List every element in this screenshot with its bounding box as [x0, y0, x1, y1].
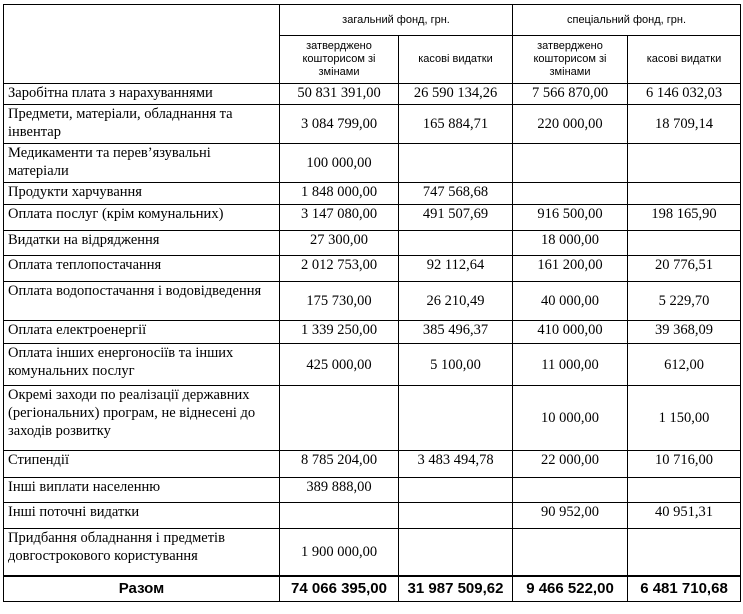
expense-label: Оплата послуг (крім комунальних) [4, 205, 280, 231]
expense-label: Придбання обладнання і предметів довгострокового користування [4, 529, 280, 576]
general-cash-value: 26 210,49 [399, 282, 513, 321]
row-label-header-cell [4, 5, 280, 84]
general-approved-value: 1 900 000,00 [280, 529, 399, 576]
total-label: Разом [4, 576, 280, 602]
special-cash-value: 39 368,09 [628, 321, 741, 344]
general-cash-value [399, 478, 513, 503]
special-cash-value: 198 165,90 [628, 205, 741, 231]
general-approved-value: 8 785 204,00 [280, 451, 399, 478]
special-approved-value: 11 000,00 [513, 344, 628, 386]
general-approved-value [280, 503, 399, 529]
special-approved-value: 90 952,00 [513, 503, 628, 529]
special-cash-value: 18 709,14 [628, 105, 741, 144]
expense-label: Оплата теплопостачання [4, 256, 280, 282]
special-approved-value: 10 000,00 [513, 386, 628, 451]
special-fund-header: спеціальний фонд, грн. [513, 5, 741, 36]
special-cash-value: 1 150,00 [628, 386, 741, 451]
general-approved-value: 27 300,00 [280, 231, 399, 256]
general-cash-value: 747 568,68 [399, 183, 513, 205]
special-cash-value [628, 183, 741, 205]
general-cash-value: 3 483 494,78 [399, 451, 513, 478]
special-approved-value [513, 478, 628, 503]
expense-label: Інші виплати населенню [4, 478, 280, 503]
table-row [4, 144, 741, 183]
special-approved-value: 40 000,00 [513, 282, 628, 321]
special-cash-value [628, 144, 741, 183]
table-row [4, 478, 741, 503]
total-general-approved: 74 066 395,00 [280, 576, 399, 602]
expense-label: Медикаменти та перев’язувальні матеріали [4, 144, 280, 183]
table-row [4, 183, 741, 205]
special-approved-value: 22 000,00 [513, 451, 628, 478]
expense-label: Оплата інших енергоносіїв та інших комунальних послуг [4, 344, 280, 386]
special-approved-value: 916 500,00 [513, 205, 628, 231]
total-general-cash: 31 987 509,62 [399, 576, 513, 602]
table-row [4, 205, 741, 231]
budget-table-body [4, 84, 741, 602]
general-approved-value: 1 848 000,00 [280, 183, 399, 205]
expense-label: Окремі заходи по реалізації державних (регіональних) програм, не віднесені до заходів розвитку [4, 386, 280, 451]
total-special-cash: 6 481 710,68 [628, 576, 741, 602]
general-cash-header: касові видатки [399, 36, 513, 84]
special-approved-value: 7 566 870,00 [513, 84, 628, 105]
special-approved-value: 18 000,00 [513, 231, 628, 256]
general-approved-value: 1 339 250,00 [280, 321, 399, 344]
expense-label: Заробітна плата з нарахуваннями [4, 84, 280, 105]
expense-label: Предмети, матеріали, обладнання та інвентар [4, 105, 280, 144]
special-approved-header: затверджено кошторисом зі змінами [513, 36, 628, 84]
expense-label: Оплата електроенергії [4, 321, 280, 344]
special-cash-value: 40 951,31 [628, 503, 741, 529]
table-row [4, 84, 741, 105]
expense-label: Продукти харчування [4, 183, 280, 205]
table-row [4, 386, 741, 451]
special-cash-value: 20 776,51 [628, 256, 741, 282]
table-row [4, 503, 741, 529]
general-cash-value [399, 386, 513, 451]
general-cash-value: 92 112,64 [399, 256, 513, 282]
special-cash-value [628, 231, 741, 256]
table-row [4, 105, 741, 144]
general-cash-value: 26 590 134,26 [399, 84, 513, 105]
general-approved-header: затверджено кошторисом зі змінами [280, 36, 399, 84]
general-approved-value: 3 084 799,00 [280, 105, 399, 144]
total-row [4, 576, 741, 602]
special-approved-value: 161 200,00 [513, 256, 628, 282]
table-row [4, 321, 741, 344]
budget-table [3, 4, 741, 602]
table-row [4, 256, 741, 282]
table-row [4, 529, 741, 576]
special-cash-value: 6 146 032,03 [628, 84, 741, 105]
general-cash-value [399, 231, 513, 256]
general-cash-value [399, 503, 513, 529]
expense-label: Стипендії [4, 451, 280, 478]
general-cash-value: 385 496,37 [399, 321, 513, 344]
special-approved-value: 220 000,00 [513, 105, 628, 144]
general-approved-value: 175 730,00 [280, 282, 399, 321]
general-cash-value: 165 884,71 [399, 105, 513, 144]
special-cash-value [628, 529, 741, 576]
special-cash-value: 10 716,00 [628, 451, 741, 478]
general-cash-value: 491 507,69 [399, 205, 513, 231]
expense-label: Оплата водопостачання і водовідведення [4, 282, 280, 321]
general-cash-value: 5 100,00 [399, 344, 513, 386]
table-row [4, 282, 741, 321]
table-row [4, 344, 741, 386]
special-approved-value [513, 183, 628, 205]
expense-label: Видатки на відрядження [4, 231, 280, 256]
expense-label: Інші поточні видатки [4, 503, 280, 529]
general-approved-value: 2 012 753,00 [280, 256, 399, 282]
general-approved-value: 425 000,00 [280, 344, 399, 386]
general-approved-value: 389 888,00 [280, 478, 399, 503]
general-cash-value [399, 529, 513, 576]
special-approved-value [513, 529, 628, 576]
table-row [4, 231, 741, 256]
table-row [4, 451, 741, 478]
special-cash-header: касові видатки [628, 36, 741, 84]
general-cash-value [399, 144, 513, 183]
total-special-approved: 9 466 522,00 [513, 576, 628, 602]
special-cash-value: 612,00 [628, 344, 741, 386]
general-fund-header: загальний фонд, грн. [280, 5, 513, 36]
general-approved-value: 50 831 391,00 [280, 84, 399, 105]
general-approved-value: 3 147 080,00 [280, 205, 399, 231]
general-approved-value [280, 386, 399, 451]
special-cash-value [628, 478, 741, 503]
general-approved-value: 100 000,00 [280, 144, 399, 183]
special-approved-value [513, 144, 628, 183]
special-cash-value: 5 229,70 [628, 282, 741, 321]
special-approved-value: 410 000,00 [513, 321, 628, 344]
